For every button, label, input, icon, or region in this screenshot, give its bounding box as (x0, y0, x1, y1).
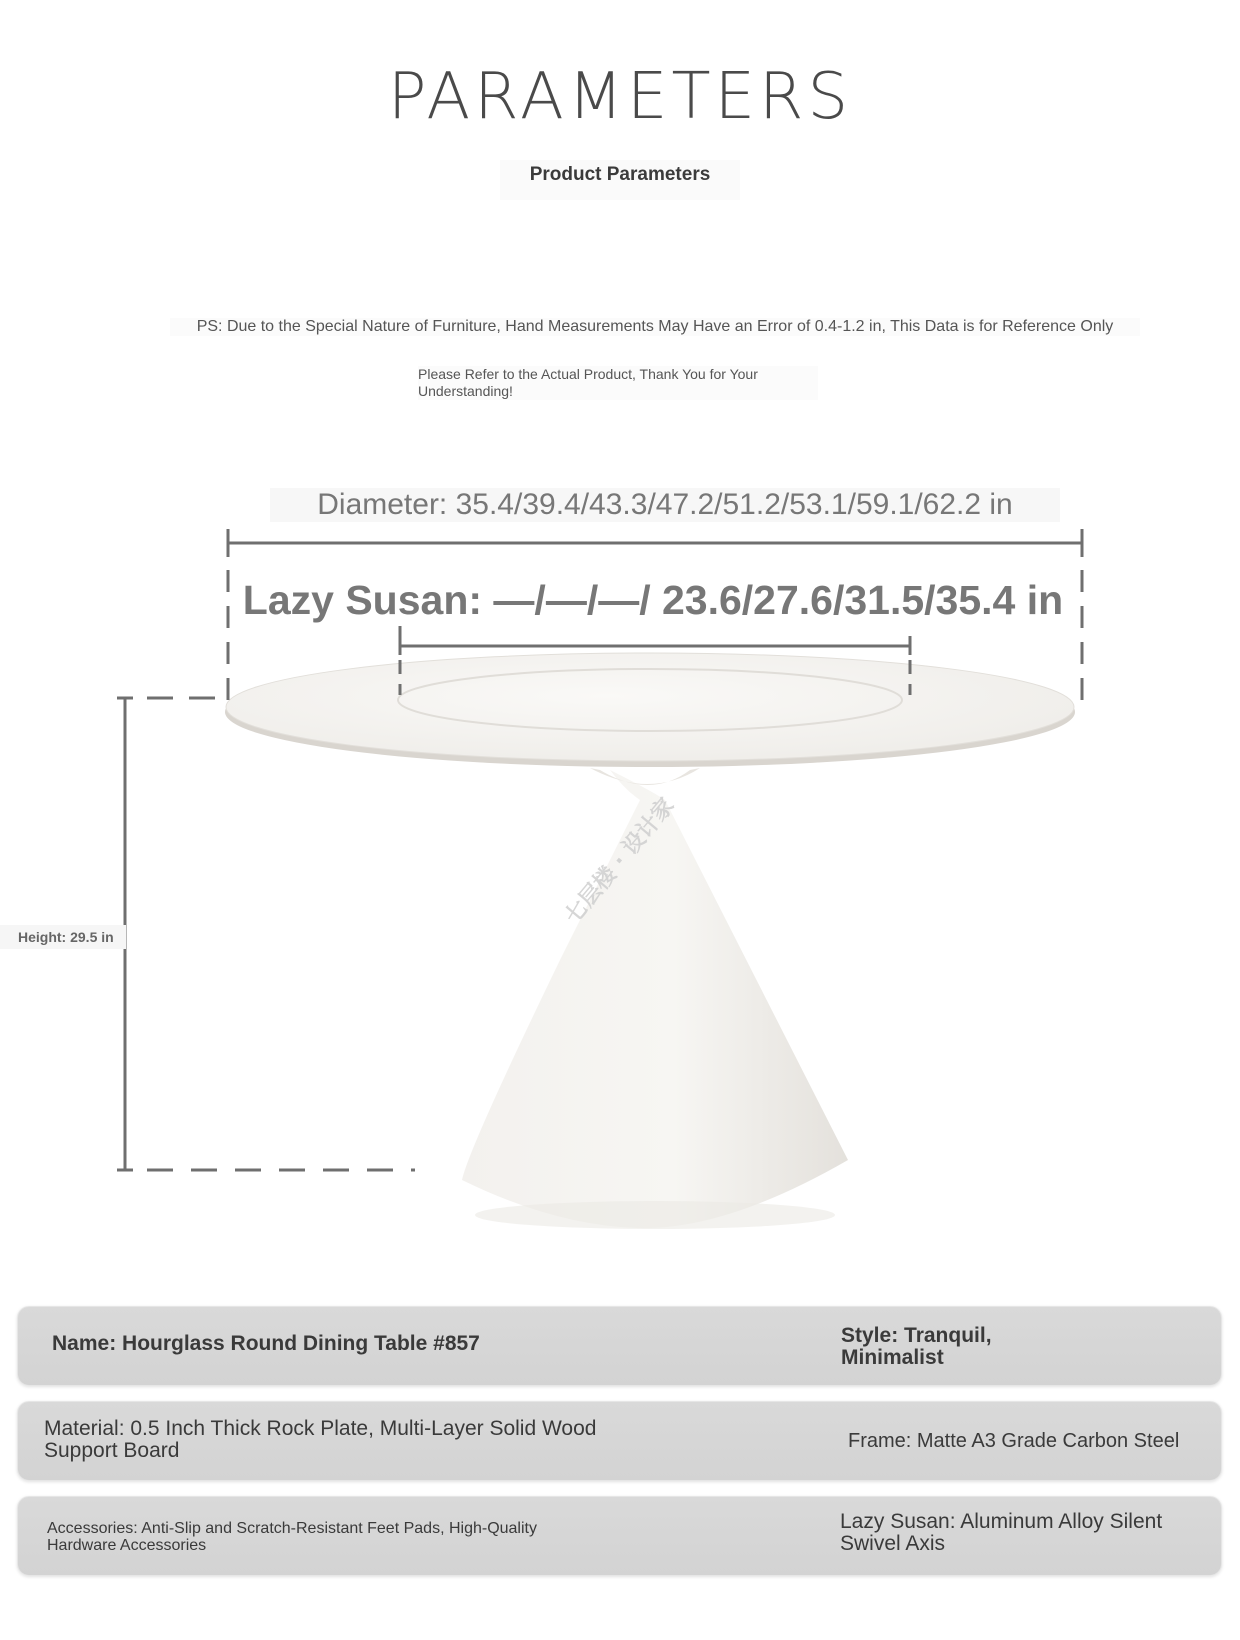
lazy-susan-label: Lazy Susan: —/—/—/ 23.6/27.6/31.5/35.4 in (242, 577, 1064, 623)
spec-name: Name: Hourglass Round Dining Table #857 (52, 1332, 480, 1355)
base-foot-shadow (475, 1201, 835, 1229)
height-label: Height: 29.5 in (0, 925, 126, 949)
reference-note: Please Refer to the Actual Product, Thank You for Your Understanding! (418, 366, 818, 400)
spec-lazy-susan: Lazy Susan: Aluminum Alloy Silent Swivel Axis (840, 1510, 1163, 1556)
spec-accessories: Accessories: Anti-Slip and Scratch-Resistant Feet Pads, High-Quality Hardware Accessories (47, 1520, 537, 1554)
spec-material: Material: 0.5 Inch Thick Rock Plate, Multi-Layer Solid Wood Support Board (44, 1417, 597, 1463)
spec-row-1 (17, 1306, 1222, 1386)
spec-row-3 (17, 1496, 1222, 1576)
watermark-text: 七层楼 · 设计家 (560, 793, 680, 929)
measurement-note: PS: Due to the Special Nature of Furniture, Hand Measurements May Have an Error of 0.4-1.2 in, This Data is for Reference Only (170, 318, 1140, 336)
spec-row-2 (17, 1401, 1222, 1481)
table-neck (590, 768, 700, 785)
page-subtitle: Product Parameters (500, 160, 740, 200)
spec-style: Style: Tranquil, Minimalist (841, 1324, 992, 1370)
page-title: PARAMETERS (387, 60, 853, 134)
spec-frame: Frame: Matte A3 Grade Carbon Steel (848, 1430, 1180, 1452)
diameter-label: Diameter: 35.4/39.4/43.3/47.2/51.2/53.1/59.1/62.2 in (270, 488, 1060, 522)
